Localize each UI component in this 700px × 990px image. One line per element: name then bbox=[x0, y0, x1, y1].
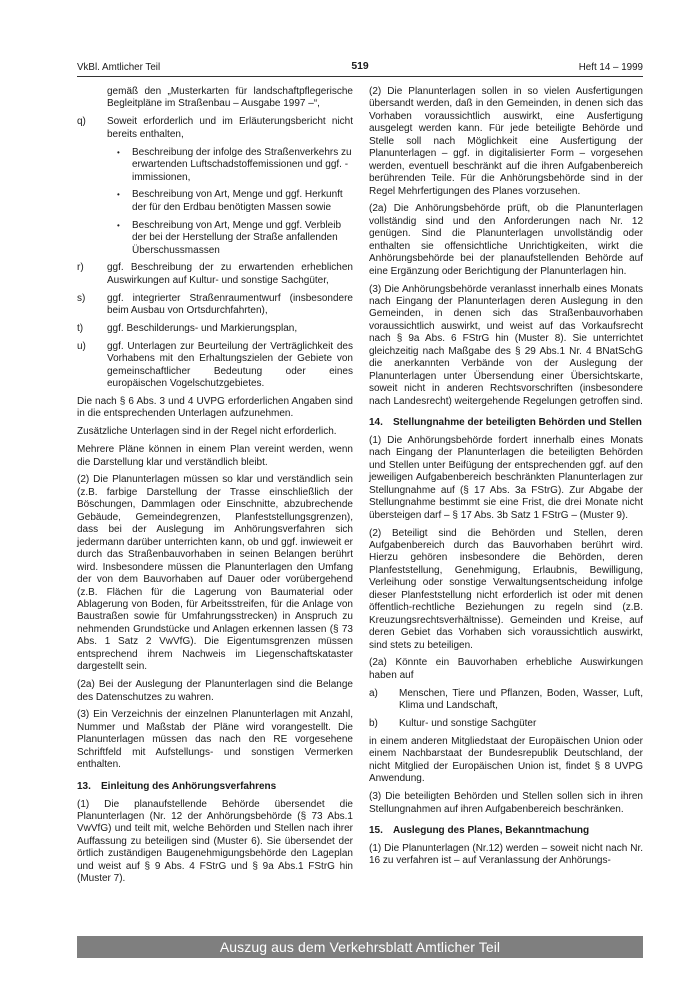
paragraph-15-1: (1) Die Planunterlagen (Nr.12) werden – soweit nicht nach Nr. 16 zu verfahren ist – auf Veranlassung der Anhörungs- bbox=[369, 842, 643, 867]
list-marker: b) bbox=[369, 718, 378, 730]
section-title: Einleitung des Anhörungsverfahrens bbox=[101, 780, 277, 792]
list-text: Soweit erforderlich und im Erläuterungsbericht nicht bereits enthalten, bbox=[107, 116, 353, 140]
paragraph-13-2a: (2a) Die Anhörungsbehörde prüft, ob die Planunterlagen vollständig sind und den Anforderungen nach Nr. 12 genügen. Sind die Planunterlagen unvollständig oder enthalten sie offensichtliche Unrichtigkeiten, wirkt die Anhörungsbehörde bei der planaufstellenden Behörde auf eine Ergänzung oder Berichtigung der Planunterlagen hin. bbox=[369, 203, 643, 277]
list-item-b bbox=[369, 718, 643, 730]
section-heading-15 bbox=[369, 825, 643, 837]
bullet-item bbox=[107, 220, 353, 257]
list-marker: u) bbox=[77, 340, 86, 352]
section-number: 14. bbox=[369, 417, 383, 429]
paragraph-12-3: (3) Ein Verzeichnis der einzelnen Planunterlagen mit Anzahl, Nummer und Maßstab der Pläne wird vorangestellt. Die Planunterlagen müssen das nach den RE vorgesehene Schriftfeld mit Aufstellungs- und sonstigen Vermerken enthalten. bbox=[77, 709, 353, 771]
list-text: ggf. Beschilderungs- und Markierungsplan, bbox=[107, 322, 298, 334]
continued-text: gemäß den „Musterkarten für landschaftpflegerische Begleitpläne im Straßenbau – Ausgabe 1997 –“, bbox=[107, 86, 353, 110]
footer-banner: Auszug aus dem Verkehrsblatt Amtlicher Teil bbox=[77, 936, 643, 958]
list-marker: t) bbox=[77, 322, 84, 334]
section-number: 13. bbox=[77, 780, 91, 792]
paragraph-uvpg: Die nach § 6 Abs. 3 und 4 UVPG erforderlichen Angaben sind in die entsprechenden Unterlagen aufzunehmen. bbox=[77, 396, 353, 420]
list-item-r bbox=[77, 262, 353, 287]
paragraph-13-3: (3) Die Anhörungsbehörde veranlasst innerhalb eines Monats nach Eingang der Planunterlagen deren Auslegung in den Gemeinden, in denen sich das Straßenbauvorhaben voraussichtlich auswirkt, und weist auf das Vorkaufsrecht nach § 9a Abs. 6 FStrG hin (Muster 8). Sie unterrichtet gleichzeitig nach Maßgabe des § 29 Abs.1 Nr. 4 BNatSchG die anerkannten Verbände von der Auslegung der Planunterlagen unter Übersendung einer Übersichtskarte, soweit nicht in anderen Rechtsvorschriften (insbesondere nach Landesrecht) weitergehende Regelungen getroffen sind. bbox=[369, 283, 643, 407]
paragraph-multiple-plans: Mehrere Pläne können in einem Plan vereint werden, wenn die Darstellung klar und verständlich bleibt. bbox=[77, 444, 353, 468]
page-header bbox=[77, 58, 643, 76]
paragraph-14-1: (1) Die Anhörungsbehörde fordert innerhalb eines Monats nach Eingang der Planunterlagen die beteiligten Behörden und Stellen unter Beifügung der entsprechenden ggf. auf den jeweiligen Aufgabenbereich beschränkten Planunterlagen zur Stellungnahme auf (§ 17 Abs. 3a FStrG). Zur Abgabe der Stellungnahme bestimmt sie eine Frist, die drei Monate nicht übersteigen darf – § 17 Abs. 3b Satz 1 FStrG – (Muster 9). bbox=[369, 434, 643, 521]
list-item-a bbox=[369, 688, 643, 713]
right-column bbox=[369, 86, 643, 873]
list-text: Menschen, Tiere und Pflanzen, Boden, Wasser, Luft, Klima und Landschaft, bbox=[399, 687, 643, 712]
list-marker: q) bbox=[77, 116, 86, 128]
list-item-s bbox=[77, 293, 353, 318]
bullet-text: Beschreibung der infolge des Straßenverkehrs zu erwartenden Luftschadstoffemissionen und ggf. -immissionen, bbox=[132, 146, 352, 183]
section-heading-14 bbox=[369, 417, 643, 429]
left-column bbox=[77, 86, 353, 891]
section-heading-13 bbox=[77, 781, 353, 793]
page-number: 519 bbox=[351, 61, 369, 72]
list-item-q bbox=[77, 116, 353, 141]
bullet-icon: • bbox=[117, 190, 120, 200]
list-text: ggf. Beschreibung der zu erwartenden erheblichen Auswirkungen auf Kultur- und sonstige Sachgüter, bbox=[107, 262, 353, 286]
bullet-list bbox=[77, 147, 353, 257]
list-text: ggf. Unterlagen zur Beurteilung der Verträglichkeit des Vorhabens mit den Erhaltungszielen der Gebiete von gemeinschaftlicher Bedeutung oder eines europäischen Vogelschutzgebietes. bbox=[107, 340, 353, 390]
paragraph-additional: Zusätzliche Unterlagen sind in der Regel nicht erforderlich. bbox=[77, 426, 337, 438]
bullet-icon: • bbox=[117, 220, 120, 230]
paragraph-12-2: (2) Die Planunterlagen müssen so klar und verständlich sein (z.B. farbige Darstellung der Trasse einschließlich der Böschungen, Dammlagen oder Einschnitte, abzubrechende Gebäude, Gemeindegrenzen, Planfeststellungsgrenzen), dass bei der Auslegung im Anhörungsverfahren sich jedermann darüber unterrichten kann, ob und ggf. inwieweit er durch das Straßenbauvorhaben in seinen Belangen berührt wird. Insbesondere müssen die Planunterlagen den Umfang der von dem Bauvorhaben auf Dauer oder vorübergehend (z.B. Flächen für die Lagerung von Baumaterial oder Ablagerung von Boden, für Arbeitsstreifen, für die Anlage von Baustraßen sowie für Umfahrungsstrecken) in Anspruch zu nehmenden Grundstücke und Anlagen erkennen lassen (§ 73 Abs. 1 Satz 2 VwVfG). Die Eigentumsgrenzen müssen entsprechend ihrem Nachweis im Liegenschaftskataster dargestellt sein. bbox=[77, 474, 353, 673]
bullet-text: Beschreibung von Art, Menge und ggf. Herkunft der für den Erdbau benötigten Massen sowie bbox=[132, 189, 343, 213]
paragraph-13-1: (1) Die planaufstellende Behörde übersendet die Planunterlagen (Nr. 12 der Anhörungsbehörde (§ 73 Abs.1 VwVfG) und teilt mit, welche Behörden und Stellen nach ihrer Auffassung zu beteiligen sind (Muster 6). Sie übersendet der örtlich zuständigen Baugenehmigungsbehörde den Lageplan und weist auf § 9 Abs. 4 FStrG und § 9a Abs.1 FStrG hin (Muster 7). bbox=[77, 798, 353, 885]
header-divider bbox=[77, 76, 643, 77]
bullet-icon: • bbox=[117, 147, 120, 157]
list-item-t bbox=[77, 323, 353, 335]
paragraph-eu: in einem anderen Mitgliedstaat der Europäischen Union oder einem Nachbarstaat der Bundesrepublik Deutschland, der nicht Mitglied der Europäischen Union ist, findet § 8 UVPG Anwendung. bbox=[369, 735, 643, 785]
list-text: Kultur- und sonstige Sachgüter bbox=[399, 718, 537, 730]
list-marker: s) bbox=[77, 292, 86, 304]
list-marker: r) bbox=[77, 262, 84, 274]
list-item-u bbox=[77, 341, 353, 391]
list-text: ggf. integrierter Straßenraumentwurf (insbesondere beim Ausbau von Ortsdurchfahrten), bbox=[107, 292, 353, 317]
issue-label: Heft 14 – 1999 bbox=[578, 62, 643, 73]
section-number: 15. bbox=[369, 824, 383, 836]
journal-name: VkBl. Amtlicher Teil bbox=[77, 62, 161, 73]
paragraph-14-2: (2) Beteiligt sind die Behörden und Stellen, deren Aufgabenbereich durch das Bauvorhaben berührt wird. Hierzu gehören insbesondere die Behörden, deren Planfeststellung, Genehmigung, Erlaubnis, Bewilligung, Verleihung oder sonstige Verwaltungsentscheidung infolge dieser Planfeststellung nicht erforderlich ist oder mit denen öffentlich-rechtliche Beziehungen zu regeln sind (z.B. Kreuzungsrechtsverhältnisse). Gemeinden und Kreise, auf deren Gebiet das Vorhaben sich voraussichtlich auswirkt, sind stets zu beteiligen. bbox=[369, 527, 643, 651]
bullet-text: Beschreibung von Art, Menge und ggf. Verbleib der bei der Herstellung der Straße anfallenden Überschussmassen bbox=[132, 219, 342, 256]
section-title: Auslegung des Planes, Bekanntmachung bbox=[393, 824, 590, 836]
list-marker: a) bbox=[369, 687, 378, 699]
paragraph-13-2: (2) Die Planunterlagen sollen in so vielen Ausfertigungen übersandt werden, daß in den Gemeinden, in denen sich das Vorhaben voraussichtlich auswirkt, eine Ausfertigung ausgelegt werden kann. Für jede beteiligte Behörde und Stelle soll nach Möglichkeit eine Ausfertigung der Planunterlagen – ggf. in digitalisierter Form – vorgesehen werden, eventuell beschränkt auf die ihren Aufgabenbereich berührenden Teile. Für die Anhörungsbehörde sind in der Regel Mehrfertigungen des Planes vorzusehen. bbox=[369, 86, 643, 197]
bullet-item bbox=[107, 189, 353, 214]
paragraph-12-2a: (2a) Bei der Auslegung der Planunterlagen sind die Belange des Datenschutzes zu wahren. bbox=[77, 679, 353, 703]
bullet-item bbox=[107, 147, 353, 184]
paragraph-14-2a: (2a) Könnte ein Bauvorhaben erhebliche Auswirkungen haben auf bbox=[369, 657, 643, 681]
section-title: Stellungnahme der beteiligten Behörden und Stellen bbox=[393, 417, 642, 429]
paragraph-14-3: (3) Die beteiligten Behörden und Stellen sollen sich in ihren Stellungnahmen auf ihren Aufgabenbereich beschränken. bbox=[369, 791, 643, 815]
